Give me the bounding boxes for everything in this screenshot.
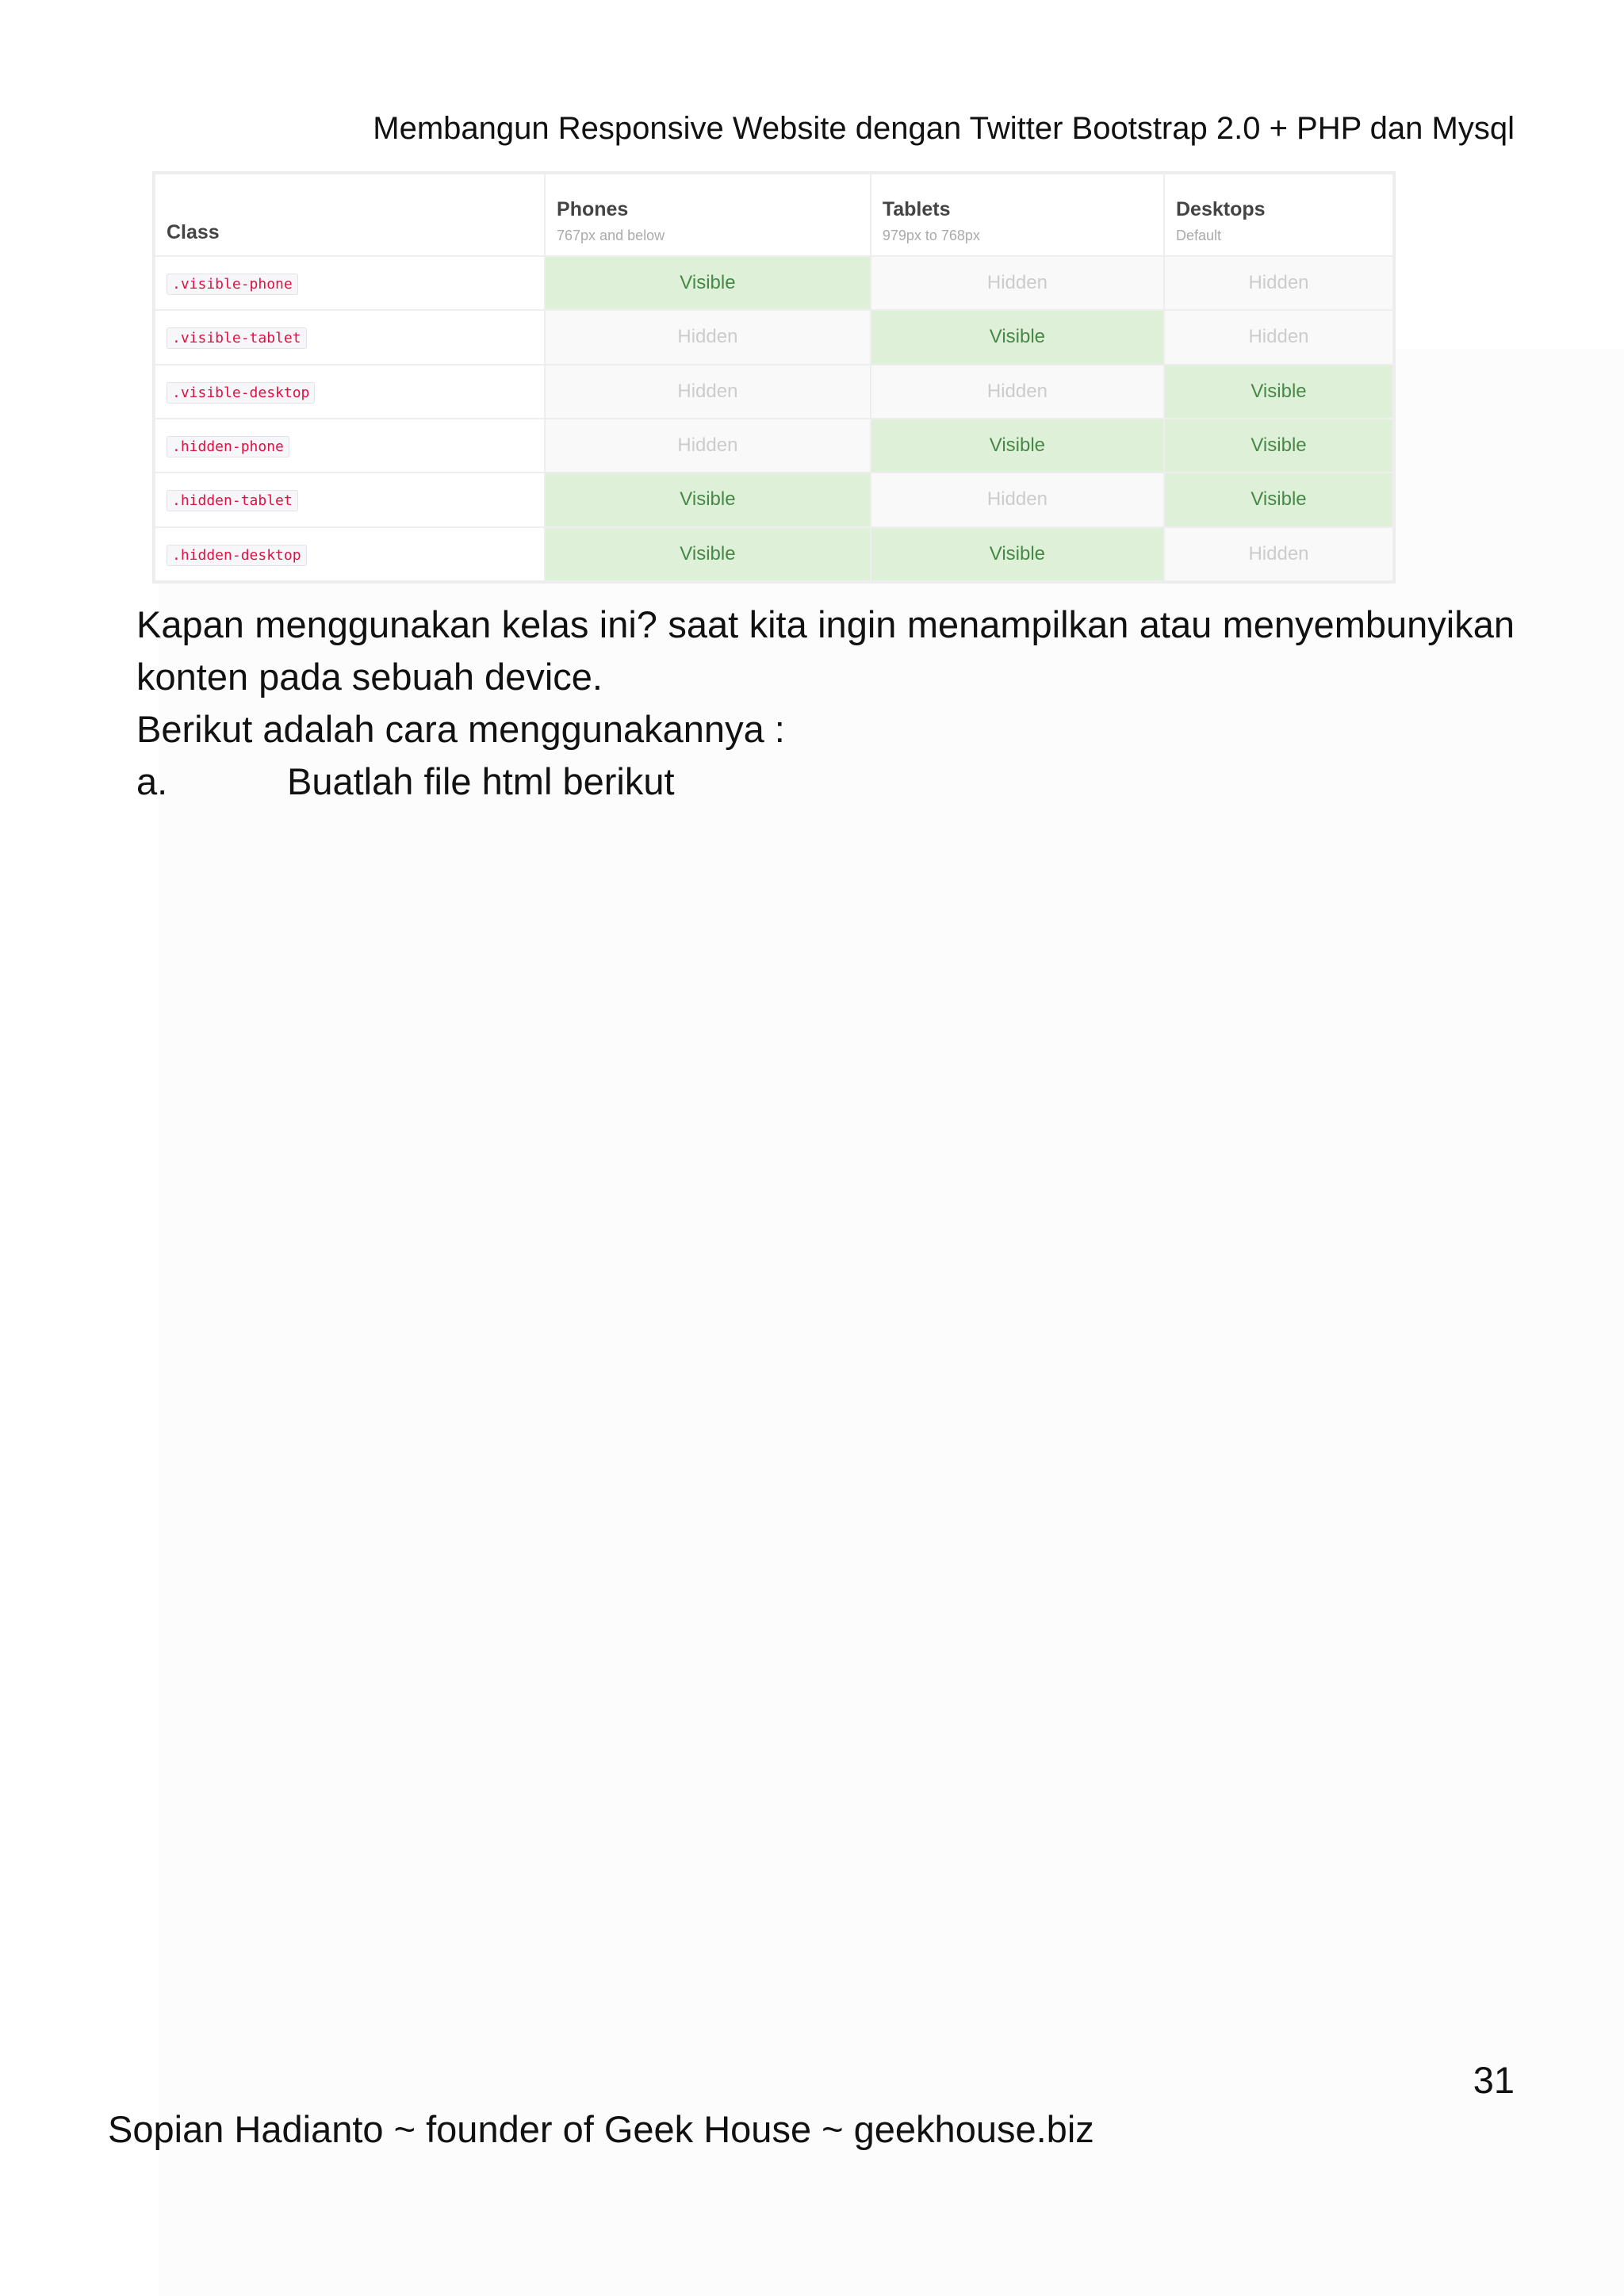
- status-cell: Hidden: [1164, 527, 1393, 581]
- status-cell: Visible: [871, 419, 1164, 473]
- class-cell: [155, 365, 545, 419]
- table-row: [155, 419, 1393, 473]
- page-number: 31: [1473, 2059, 1515, 2101]
- status-cell: Visible: [1164, 365, 1393, 419]
- column-subtitle: 767px and below: [557, 228, 665, 243]
- status-cell: Visible: [545, 256, 871, 310]
- column-title: Phones: [557, 198, 629, 220]
- status-cell: Hidden: [871, 473, 1164, 526]
- column-title: Desktops: [1176, 198, 1266, 220]
- class-cell: [155, 310, 545, 364]
- table-row: [155, 365, 1393, 419]
- column-header-phones: [545, 174, 871, 256]
- column-subtitle: Default: [1176, 228, 1222, 243]
- column-title: Tablets: [882, 198, 951, 220]
- status-cell: Visible: [871, 527, 1164, 581]
- column-header-tablets: [871, 174, 1164, 256]
- table-row: [155, 310, 1393, 364]
- status-cell: Hidden: [545, 419, 871, 473]
- status-cell: Hidden: [545, 310, 871, 364]
- class-code: .hidden-tablet: [167, 490, 298, 511]
- class-cell: [155, 473, 545, 526]
- responsive-utilities-table: [154, 173, 1394, 582]
- status-cell: Hidden: [871, 365, 1164, 419]
- class-cell: [155, 527, 545, 581]
- column-subtitle: 979px to 768px: [882, 228, 980, 243]
- table-row: [155, 256, 1393, 310]
- column-header-desktops: [1164, 174, 1393, 256]
- body-paragraph: Berikut adalah cara menggunakannya :: [136, 708, 785, 750]
- running-header: Membangun Responsive Website dengan Twitter Bootstrap 2.0 + PHP dan Mysql: [373, 111, 1515, 146]
- column-header-class: [155, 174, 545, 256]
- class-code: .hidden-phone: [167, 436, 289, 457]
- status-cell: Hidden: [1164, 310, 1393, 364]
- class-code: .visible-phone: [167, 274, 298, 295]
- status-cell: Visible: [871, 310, 1164, 364]
- body-paragraph: Kapan menggunakan kelas ini? saat kita ingin menampilkan atau menyembunyikan konten pada sebuah device.: [136, 603, 1515, 698]
- table-header-row: [155, 174, 1393, 256]
- status-cell: Visible: [545, 473, 871, 526]
- status-cell: Hidden: [1164, 256, 1393, 310]
- table-row: [155, 527, 1393, 581]
- status-cell: Visible: [1164, 473, 1393, 526]
- list-marker: a.: [136, 760, 168, 802]
- status-cell: Visible: [545, 527, 871, 581]
- responsive-utilities-table-figure: [152, 171, 1396, 584]
- class-code: .visible-tablet: [167, 327, 307, 349]
- status-cell: Visible: [1164, 419, 1393, 473]
- status-cell: Hidden: [871, 256, 1164, 310]
- status-cell: Hidden: [545, 365, 871, 419]
- class-cell: [155, 419, 545, 473]
- class-code: .hidden-desktop: [167, 545, 307, 566]
- class-code: .visible-desktop: [167, 382, 315, 404]
- class-cell: [155, 256, 545, 310]
- list-item-text: Buatlah file html berikut: [287, 760, 675, 802]
- page-footer: Sopian Hadianto ~ founder of Geek House ~ geekhouse.biz: [108, 2108, 1094, 2150]
- list-item: [136, 756, 1515, 808]
- table-row: [155, 473, 1393, 526]
- column-title: Class: [167, 221, 220, 243]
